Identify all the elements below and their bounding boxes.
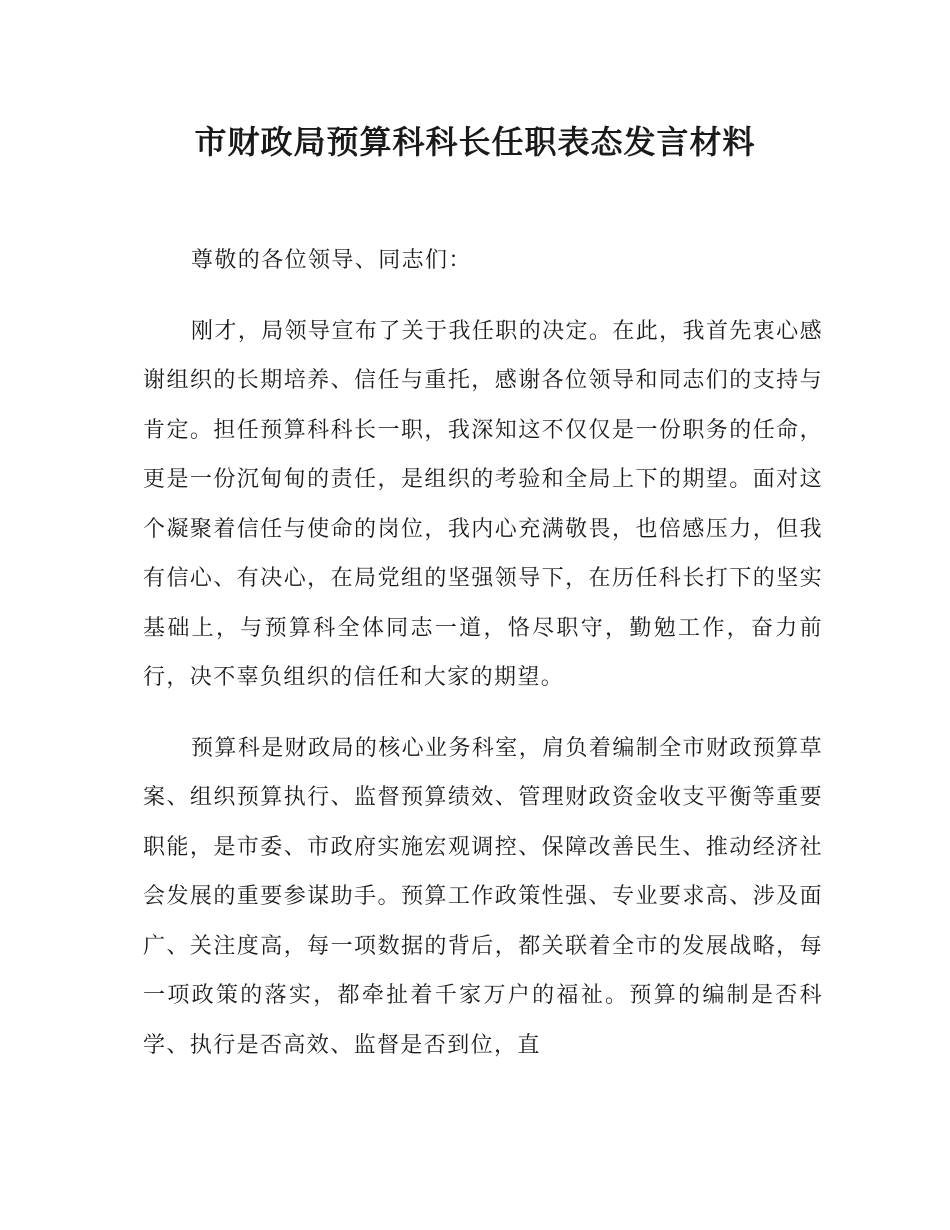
document-body (143, 236, 823, 1091)
paragraph-appointment-thanks: 刚才，局领导宣布了关于我任职的决定。在此，我首先衷心感谢组织的长期培养、信任与重托，感谢各位领导和同志们的支持与肯定。担任预算科科长一职，我深知这不仅仅是一份职务的任命，更是一份沉甸甸的责任，是组织的考验和全局上下的期望。面对这个凝聚着信任与使命的岗位，我内心充满敬畏，也倍感压力，但我有信心、有决心，在局党组的坚强领导下，在历任科长打下的坚实基础上，与预算科全体同志一道，恪尽职守，勤勉工作，奋力前行，决不辜负组织的信任和大家的期望。 (143, 318, 823, 690)
paragraph-budget-section-role: 预算科是财政局的核心业务科室，肩负着编制全市财政预算草案、组织预算执行、监督预算绩效、管理财政资金收支平衡等重要职能，是市委、市政府实施宏观调控、保障改善民生、推动经济社会发展的重要参谋助手。预算工作政策性强、专业要求高、涉及面广、关注度高，每一项数据的背后，都关联着全市的发展战略，每一项政策的落实，都牵扯着千家万户的福祉。预算的编制是否科学、执行是否高效、监督是否到位，直 (143, 735, 823, 1058)
salutation: 尊敬的各位领导、同志们： (191, 248, 472, 273)
document-title: 市财政局预算科科长任职表态发言材料 (194, 123, 756, 161)
